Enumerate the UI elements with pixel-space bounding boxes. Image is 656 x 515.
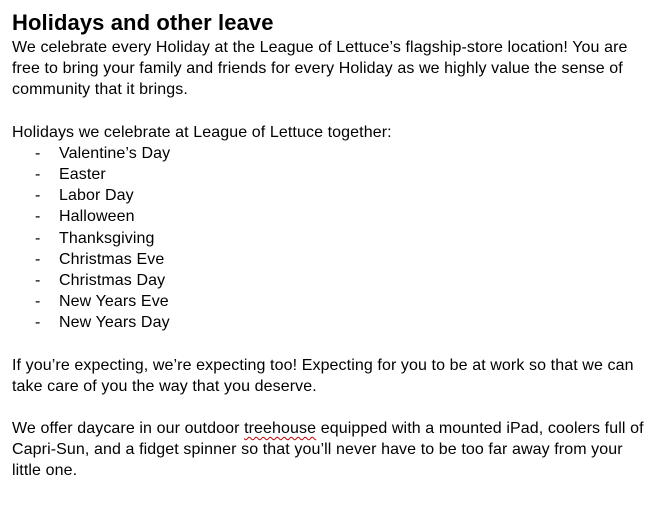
holiday-list-intro: Holidays we celebrate at League of Lettuce together: — [12, 123, 392, 141]
list-item — [12, 185, 648, 206]
holiday-name: Thanksgiving — [59, 229, 155, 247]
daycare-paragraph — [12, 418, 648, 482]
document-page — [12, 8, 648, 482]
list-dash-marker: - — [35, 314, 41, 332]
list-item — [12, 249, 648, 270]
list-item — [12, 206, 648, 227]
list-dash-marker: - — [35, 293, 41, 311]
holiday-name: New Years Eve — [59, 293, 169, 311]
section-heading: Holidays and other leave — [12, 10, 274, 35]
list-item — [12, 312, 648, 333]
list-dash-marker: - — [35, 208, 41, 226]
holiday-name: Valentine’s Day — [59, 144, 171, 162]
list-dash-marker: - — [35, 187, 41, 205]
holiday-name: Christmas Day — [59, 272, 166, 290]
holiday-name: Christmas Eve — [59, 250, 165, 268]
list-item — [12, 270, 648, 291]
paragraph-spacer — [12, 334, 648, 355]
list-dash-marker: - — [35, 229, 41, 247]
list-dash-marker: - — [35, 166, 41, 184]
list-dash-marker: - — [35, 272, 41, 290]
holiday-name: Easter — [59, 166, 106, 184]
list-item — [12, 291, 648, 312]
holiday-list — [12, 143, 648, 334]
intro-paragraph: We celebrate every Holiday at the League of Lettuce’s flagship-store location! You are free to bring your family and friends for every Holiday as we highly value the sense of community that it brings. — [12, 39, 628, 99]
holiday-name: New Years Day — [59, 314, 170, 332]
list-item — [12, 228, 648, 249]
daycare-text-start: We offer daycare in our outdoor — [12, 420, 245, 438]
holiday-name: Labor Day — [59, 187, 134, 205]
list-dash-marker: - — [35, 144, 41, 162]
list-item — [12, 164, 648, 185]
expecting-paragraph: If you’re expecting, we’re expecting too! Expecting for you to be at work so that we can take care of you the way that you deserve. — [12, 356, 634, 395]
list-dash-marker: - — [35, 250, 41, 268]
paragraph-spacer — [12, 397, 648, 418]
spellcheck-flagged-word[interactable]: treehouse — [244, 420, 317, 438]
list-item — [12, 143, 648, 164]
holiday-name: Halloween — [59, 208, 135, 226]
paragraph-spacer — [12, 101, 648, 122]
daycare-text-end: equipped with a mounted iPad, coolers full of Capri-Sun, and a fidget spinner so that you’ll never have to be too far away from your little one. — [12, 420, 644, 480]
